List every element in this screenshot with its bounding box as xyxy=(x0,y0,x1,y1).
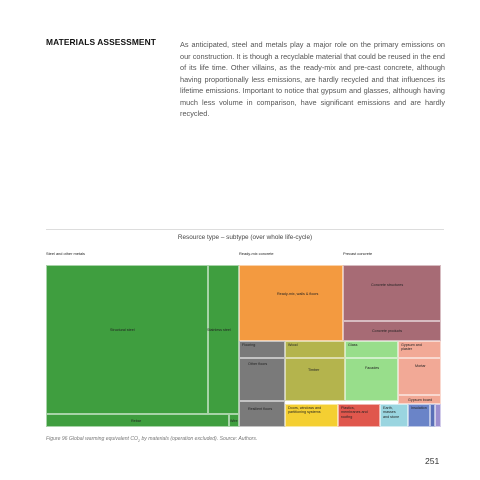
cell-label: Flooring xyxy=(242,343,256,347)
cell-plastics xyxy=(338,404,380,427)
cell-label: Resilient floors xyxy=(248,407,273,411)
cell-earth xyxy=(380,404,408,427)
cell-timber xyxy=(285,358,345,401)
cell-label: Doors, windows and partitioning systems xyxy=(288,406,322,415)
cell-wood xyxy=(285,341,345,358)
cell-concrete-structures xyxy=(343,265,441,321)
body-paragraph: As anticipated, steel and metals play a major role on the primary emissions on our construction. It is though a recyclable material that could be reused in the end of its life time. Other villains, as the ready-mix and pre-cast concrete, although having proportionally less emissions, are hardly recycled and that influences its lifetime emissions. Important to notice that gypsum and glasses, although having much less volume in comparison, have significant emissions and are hardly recycled. xyxy=(180,40,445,118)
cell-gypsum-board xyxy=(398,395,441,404)
figure-caption: Figure 96 Global warming equivalent $CO_2$ by materials (operation excluded). Source: Authors. xyxy=(46,436,258,444)
cell-flooring xyxy=(239,341,285,358)
cell-structural-steel xyxy=(46,265,208,414)
cell-label: Gypsum board xyxy=(408,398,433,402)
cell-label: Concrete structures xyxy=(371,283,404,287)
cell-label: Timber xyxy=(308,368,320,372)
cell-label: Concrete products xyxy=(372,329,403,333)
cell-label: Gypsum and plaster xyxy=(401,343,422,352)
cell-label: Glass xyxy=(348,343,358,347)
cell-label: Other floors xyxy=(248,362,268,366)
cell-stainless-steel xyxy=(208,265,239,414)
cell-doors-windows xyxy=(285,404,338,427)
cell-resilient-floors xyxy=(239,401,285,427)
group-label-steel: Steel and other metals xyxy=(46,251,85,256)
section-heading: MATERIALS ASSESSMENT xyxy=(46,37,156,47)
group-label-ready-mix: Ready-mix concrete xyxy=(239,251,274,256)
cell-mortar xyxy=(398,358,441,395)
cell-small-b xyxy=(435,404,441,427)
cell-label: Ready-mix, walls & floors xyxy=(277,292,319,296)
cell-label: Wire xyxy=(230,419,238,423)
cell-label: Stainless steel xyxy=(207,328,231,332)
cell-label: Mortar xyxy=(415,364,426,368)
cell-other-floors xyxy=(239,358,285,401)
cell-rebar xyxy=(46,414,229,427)
cell-wire xyxy=(229,414,239,427)
cell-label: Structural steel xyxy=(110,328,135,332)
cell-facades xyxy=(345,358,398,401)
cell-glass xyxy=(345,341,398,358)
cell-label: Facades xyxy=(365,366,380,370)
page-number: 251 xyxy=(425,456,440,466)
cell-gypsum-and-plaster xyxy=(398,341,441,358)
cell-label: Insulation xyxy=(411,406,427,410)
group-label-precast: Precast concrete xyxy=(343,251,373,256)
cell-label: Rebar xyxy=(131,419,142,423)
cell-label: Wood xyxy=(288,343,298,347)
cell-insulation xyxy=(408,404,430,427)
cell-label: Plastics, membranes and roofing xyxy=(341,406,368,419)
cell-ready-mix-walls-floors xyxy=(239,265,343,341)
cell-label: Earth, masses and stone xyxy=(383,406,400,419)
cell-concrete-products xyxy=(343,321,441,341)
chart-title: Resource type – subtype (over whole life-cycle) xyxy=(177,234,313,241)
